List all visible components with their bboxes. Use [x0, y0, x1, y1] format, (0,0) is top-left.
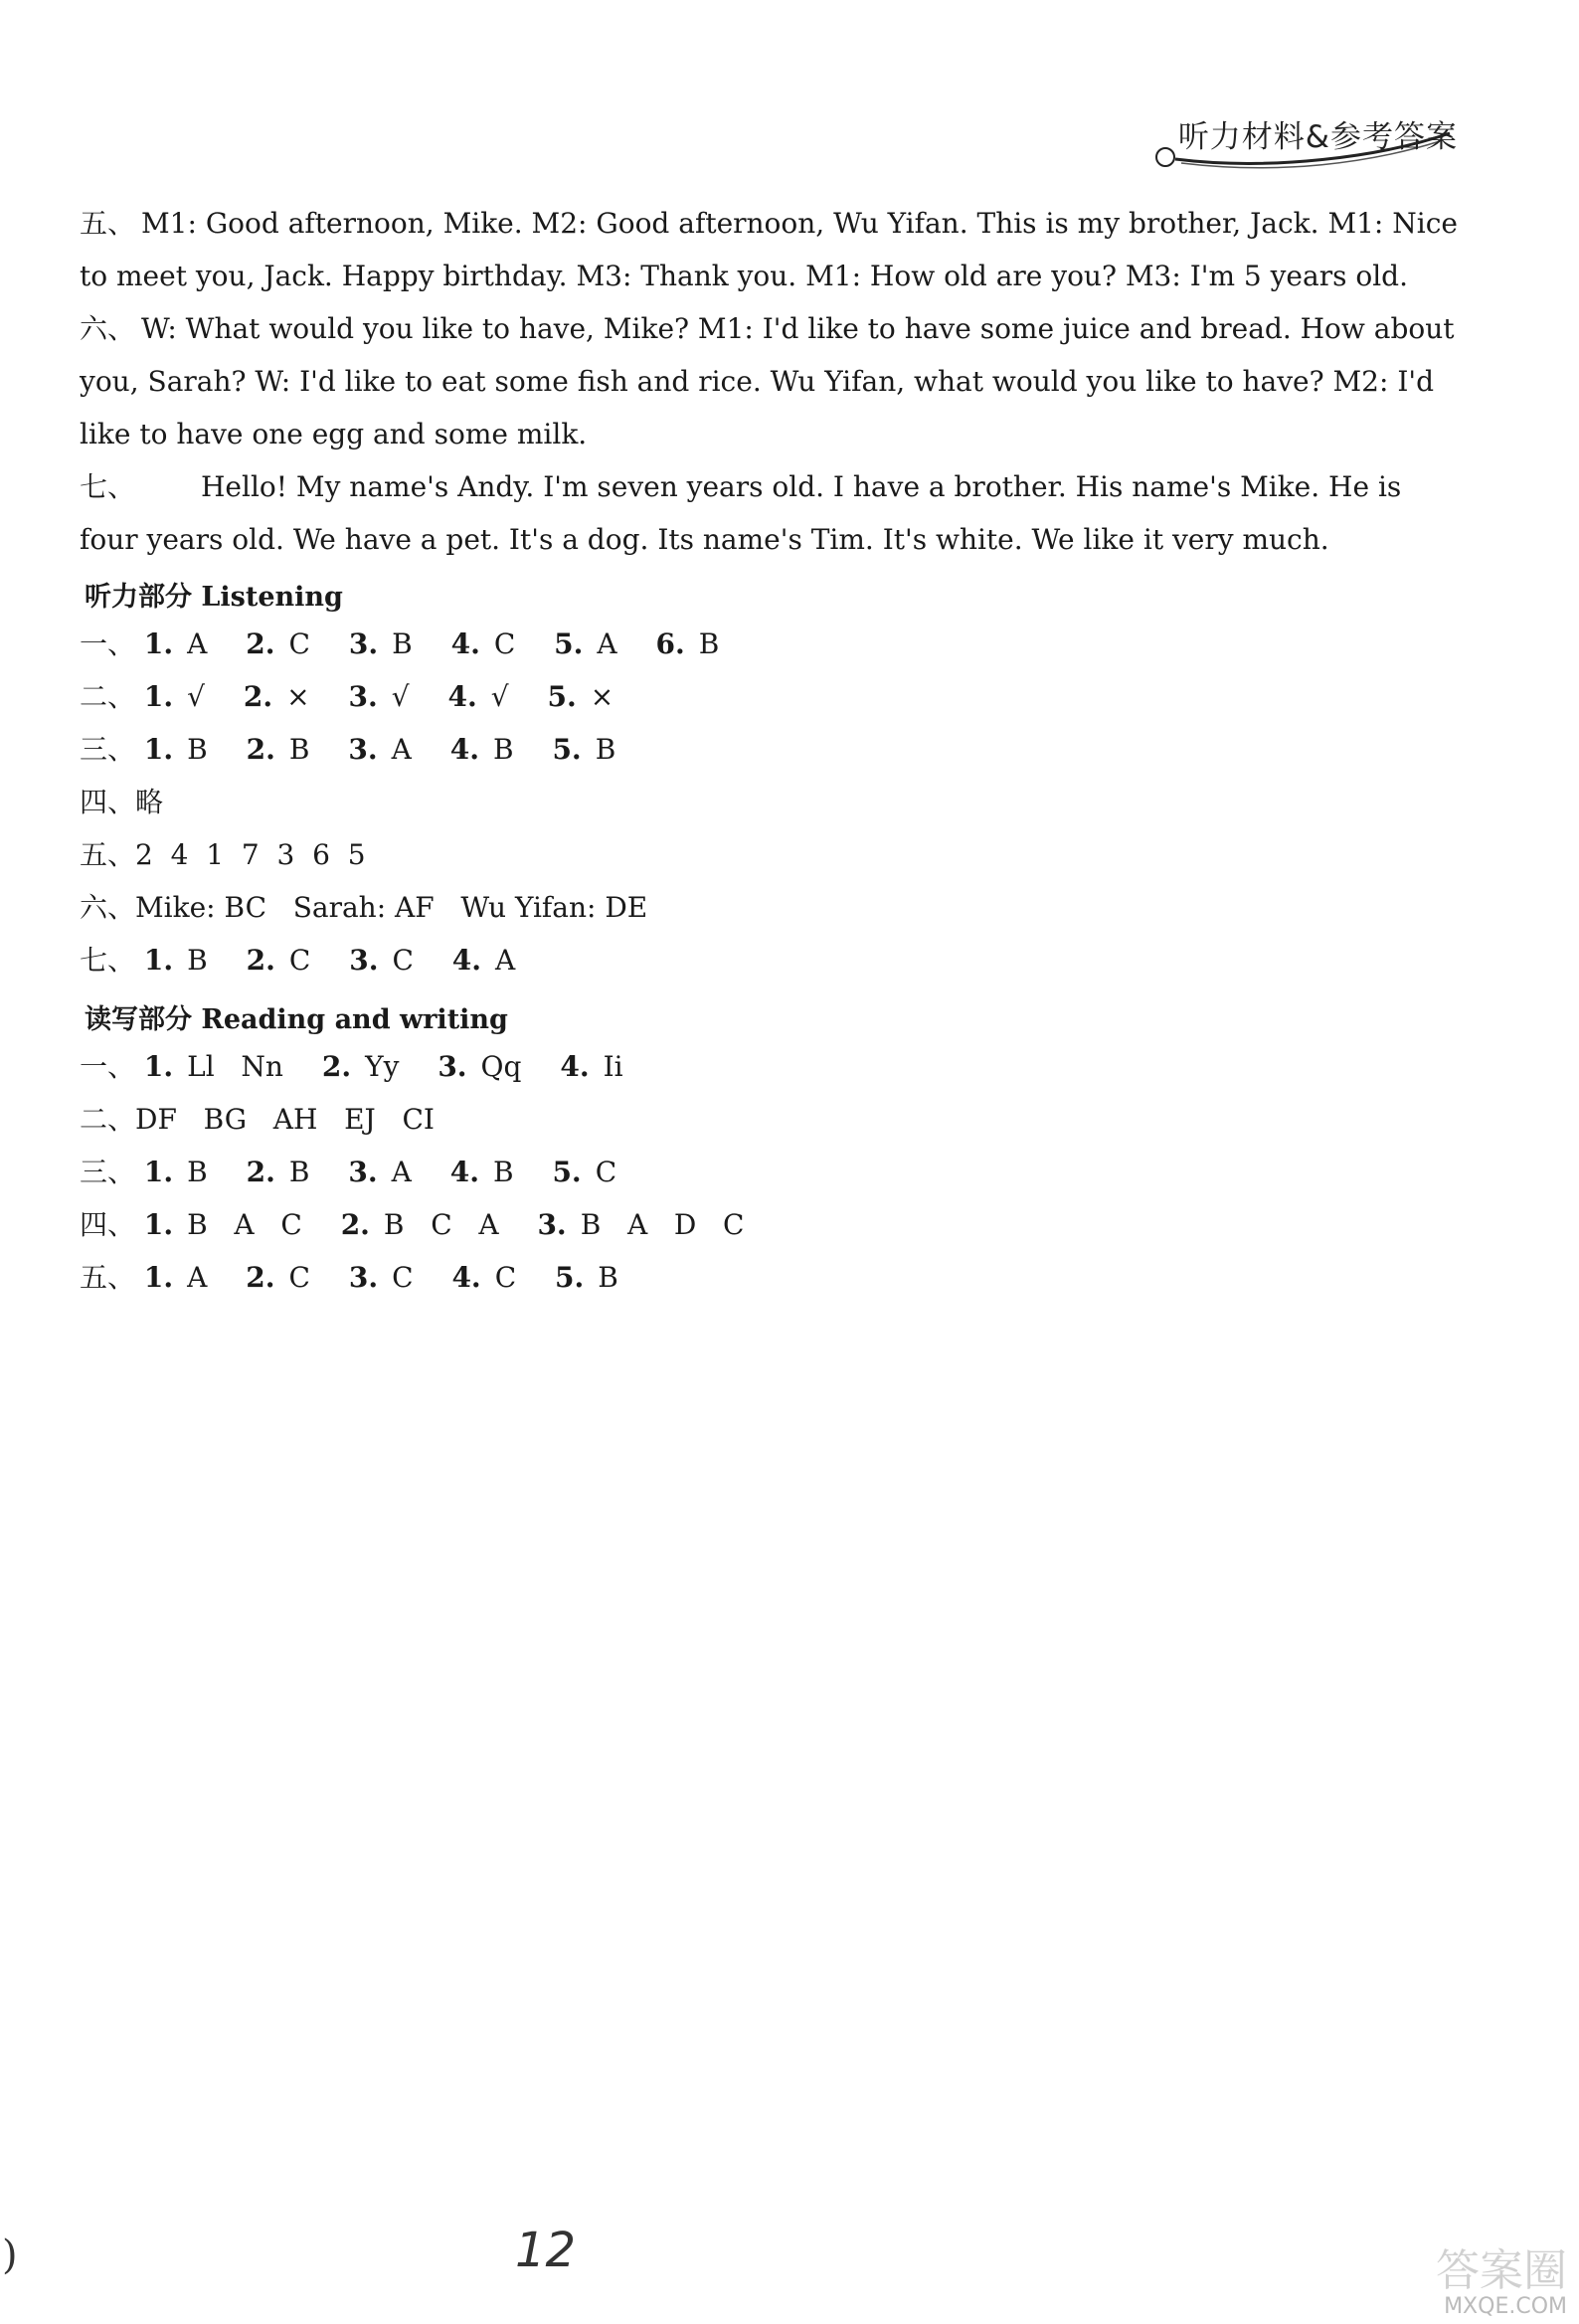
question-number: 3.: [348, 733, 378, 766]
answer: C: [392, 1261, 414, 1294]
watermark-logo-text: 答案圈: [1436, 2245, 1567, 2296]
answer: C: [494, 1261, 517, 1294]
question-number: 4.: [451, 944, 482, 977]
answer: C: [288, 627, 310, 660]
answer: 2 4 1 7 3 6 5: [135, 838, 366, 871]
answer: B A D C: [580, 1208, 745, 1241]
answer: B C A: [383, 1208, 499, 1241]
question-number: 4.: [451, 1261, 481, 1294]
line-label: 六、: [80, 891, 136, 924]
section-label: 六、: [80, 312, 136, 345]
answer: A: [391, 733, 412, 766]
question-number: 5.: [552, 1156, 582, 1188]
line-label: 二、: [80, 1103, 136, 1136]
answer-line: [80, 1258, 648, 1298]
question-number: 1.: [143, 1050, 174, 1083]
page-header: [1151, 109, 1480, 179]
question-number: 3.: [348, 627, 379, 660]
line-label: 一、: [80, 627, 136, 660]
answer: √: [490, 680, 509, 713]
line-label: 三、: [80, 733, 136, 766]
question-number: 1.: [143, 680, 174, 713]
answer-line: [80, 888, 647, 928]
question-number: 1.: [143, 944, 174, 977]
transcript-paragraph: [80, 302, 1468, 460]
answer: B A C: [187, 1208, 302, 1241]
answer: B: [288, 733, 310, 766]
reading-title: [85, 997, 508, 1036]
section-title-cn: 听力部分: [85, 582, 192, 613]
answer: A: [391, 1156, 412, 1188]
transcript-text: W: What would you like to have, Mike? M1: I'd like to have some juice and bread. How about you, Sarah? W: I'd like to eat some fish and rice. Wu Yifan, what would you like to have? M2: I'd like to have one egg and some milk.: [80, 312, 1455, 450]
question-number: 1.: [143, 1208, 174, 1241]
answer: Qq: [480, 1050, 522, 1083]
answer: √: [187, 680, 205, 713]
question-number: 3.: [438, 1050, 467, 1083]
answer: B: [595, 733, 616, 766]
line-label: 五、: [80, 1261, 136, 1294]
question-number: 6.: [655, 627, 685, 660]
question-number: 3.: [348, 1261, 379, 1294]
question-number: 1.: [143, 627, 174, 660]
line-label: 五、: [80, 838, 136, 871]
question-number: 2.: [321, 1050, 352, 1083]
answer: A: [597, 627, 617, 660]
transcript-paragraph: [80, 460, 1468, 566]
question-number: 5.: [554, 627, 584, 660]
answer: C: [288, 1261, 310, 1294]
answer: B: [598, 1261, 618, 1294]
answer-line: [80, 1100, 435, 1140]
question-number: 1.: [143, 733, 174, 766]
line-label: 七、: [80, 944, 136, 977]
question-number: 4.: [450, 627, 480, 660]
answer: ×: [286, 680, 310, 713]
answer-line: [80, 730, 645, 770]
question-number: 5.: [552, 733, 582, 766]
answer: B: [492, 733, 514, 766]
answer: B: [698, 627, 720, 660]
question-number: 3.: [349, 944, 379, 977]
section-label: 五、: [80, 207, 136, 240]
answer-line: [80, 677, 643, 717]
answer: B: [187, 944, 208, 977]
answer: B: [187, 1156, 208, 1188]
watermark: [1436, 2245, 1567, 2320]
edge-mark: ): [2, 2233, 18, 2278]
answer: Ll Nn: [187, 1050, 283, 1083]
question-number: 5.: [555, 1261, 585, 1294]
answer-line: [80, 625, 749, 664]
answer: 略: [135, 786, 164, 818]
answer: Yy: [365, 1050, 400, 1083]
line-label: 一、: [80, 1050, 136, 1083]
question-number: 1.: [143, 1261, 174, 1294]
section-title-cn: 读写部分: [85, 1004, 192, 1035]
answer-line: [80, 941, 545, 981]
header-title: 听力材料&参考答案: [1177, 119, 1458, 155]
answer: A: [187, 627, 208, 660]
answer: C: [595, 1156, 617, 1188]
listening-title: [85, 575, 343, 614]
answer: B: [187, 733, 208, 766]
question-number: 5.: [547, 680, 577, 713]
answer-line: [80, 783, 163, 822]
answer-line: [80, 1047, 653, 1087]
answer: A: [495, 944, 516, 977]
question-number: 2.: [243, 680, 273, 713]
answer: √: [391, 680, 410, 713]
section-title-en: Listening: [201, 582, 343, 613]
answer: DF BG AH EJ CI: [135, 1103, 435, 1136]
question-number: 1.: [143, 1156, 174, 1188]
answer: B: [492, 1156, 514, 1188]
line-label: 二、: [80, 680, 136, 713]
line-label: 四、: [80, 786, 136, 818]
line-label: 三、: [80, 1156, 136, 1188]
watermark-url: MXQE.COM: [1444, 2294, 1567, 2319]
answer-line: [80, 1153, 646, 1192]
answer: B: [392, 627, 413, 660]
answer: ×: [590, 680, 614, 713]
answer-line: [80, 835, 366, 875]
answer: B: [288, 1156, 310, 1188]
question-number: 2.: [340, 1208, 370, 1241]
answer: C: [392, 944, 414, 977]
question-number: 4.: [449, 733, 479, 766]
question-number: 2.: [246, 627, 275, 660]
question-number: 3.: [348, 1156, 378, 1188]
question-number: 3.: [537, 1208, 567, 1241]
answer-line: [80, 1205, 774, 1245]
transcript-text: Hello! My name's Andy. I'm seven years old. I have a brother. His name's Mike. He is four years old. We have a pet. It's a dog. Its name's Tim. It's white. We like it very much.: [80, 470, 1402, 556]
transcript-text: M1: Good afternoon, Mike. M2: Good afternoon, Wu Yifan. This is my brother, Jack. M1: Nice to meet you, Jack. Happy birthday. M3: Thank you. M1: How old are you? M3: I'm 5 years old.: [80, 207, 1458, 292]
question-number: 3.: [348, 680, 378, 713]
answer: A: [187, 1261, 208, 1294]
question-number: 4.: [447, 680, 477, 713]
question-number: 2.: [246, 944, 275, 977]
question-number: 2.: [246, 733, 275, 766]
answer: Mike: BC Sarah: AF Wu Yifan: DE: [135, 891, 648, 924]
section-label: 七、: [80, 470, 136, 503]
transcript-paragraph: [80, 197, 1468, 302]
answer: C: [288, 944, 311, 977]
handwritten-page-number: 12: [515, 2223, 577, 2278]
answer: Ii: [603, 1050, 623, 1083]
line-label: 四、: [80, 1208, 136, 1241]
question-number: 4.: [560, 1050, 590, 1083]
question-number: 2.: [246, 1261, 275, 1294]
section-title-en: Reading and writing: [201, 1004, 508, 1035]
question-number: 2.: [246, 1156, 275, 1188]
question-number: 4.: [449, 1156, 479, 1188]
answer: C: [493, 627, 516, 660]
